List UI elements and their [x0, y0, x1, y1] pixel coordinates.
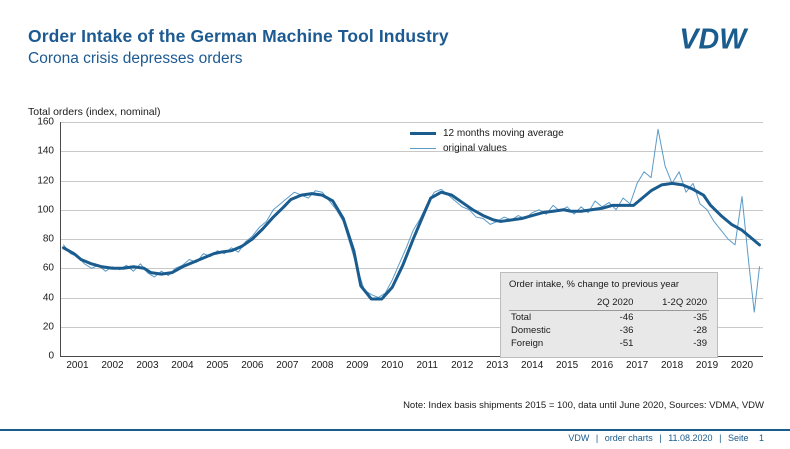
table-col-label	[509, 297, 575, 311]
y-tick-label: 0	[48, 350, 54, 362]
order-intake-table	[500, 272, 718, 358]
legend-label-moving-average: 12 months moving average	[443, 128, 564, 139]
table-cell-h1: -28	[693, 325, 707, 336]
slide-header	[0, 0, 790, 84]
page-title: Order Intake of the German Machine Tool Industry	[28, 26, 449, 46]
y-axis-labels	[28, 116, 54, 362]
table-row	[509, 311, 709, 325]
x-tick-label: 2010	[381, 360, 404, 371]
legend-swatch-original	[410, 148, 436, 149]
table-cell-h1: -35	[693, 312, 707, 323]
order-intake-table-title: Order intake, % change to previous year	[509, 279, 680, 290]
x-tick-label: 2016	[590, 360, 614, 371]
y-tick-label: 100	[37, 204, 54, 216]
footer-divider	[0, 429, 790, 431]
table-cell-q2: -36	[619, 325, 634, 336]
x-tick-label: 2008	[311, 360, 334, 371]
x-tick-label: 2017	[625, 360, 649, 371]
table-row	[509, 337, 709, 350]
x-tick-label: 2018	[660, 360, 684, 371]
legend-swatch-moving-average	[410, 132, 436, 135]
table-cell-q2: -51	[619, 338, 634, 349]
y-tick-label: 160	[37, 116, 54, 128]
x-tick-label: 2002	[101, 360, 124, 371]
footer-separator-1: |	[595, 433, 599, 443]
y-tick-label: 20	[42, 321, 54, 333]
legend-label-original: original values	[443, 143, 507, 154]
footer-org: VDW	[568, 433, 590, 443]
table-col-h1: 1-2Q 2020	[635, 297, 709, 311]
footer-page-label: Seite	[727, 433, 749, 443]
y-tick-label: 120	[37, 175, 54, 186]
footer-text	[568, 433, 764, 443]
footer-separator-3: |	[719, 433, 722, 443]
table-row	[509, 324, 709, 337]
x-tick-label: 2009	[346, 360, 369, 371]
order-intake-table-grid	[509, 297, 709, 350]
legend-item-moving-average	[410, 126, 564, 141]
table-header-row	[509, 297, 709, 311]
page-subtitle: Corona crisis depresses orders	[28, 50, 243, 67]
footer-doc: order charts	[604, 433, 653, 443]
footer-page-number: 1	[758, 433, 764, 443]
table-col-q2: 2Q 2020	[575, 297, 636, 311]
y-tick-label: 60	[42, 262, 54, 274]
slide-footer	[0, 429, 790, 449]
chart-note: Note: Index basis shipments 2015 = 100, data until June 2020, Sources: VDMA, VDW	[403, 400, 764, 411]
x-tick-label: 2001	[66, 360, 89, 371]
x-tick-label: 2020	[730, 360, 754, 371]
footer-separator-2: |	[659, 433, 662, 443]
x-tick-label: 2014	[521, 360, 544, 371]
x-tick-label: 2013	[486, 360, 509, 371]
y-tick-label: 140	[37, 145, 54, 157]
footer-page-gap	[751, 433, 759, 443]
x-tick-label: 2011	[416, 360, 438, 371]
table-cell-q2: -46	[619, 312, 634, 323]
svg-text:VDW: VDW	[679, 23, 747, 56]
chart-legend	[410, 126, 564, 156]
x-axis-labels	[60, 360, 763, 376]
x-tick-label: 2003	[136, 360, 159, 371]
chart-axis-title: Total orders (index, nominal)	[28, 106, 161, 118]
legend-item-original	[410, 141, 564, 156]
footer-date: 11.08.2020	[668, 433, 713, 443]
x-tick-label: 2012	[451, 360, 474, 371]
table-cell-label: Total	[511, 312, 532, 323]
vdw-logo-icon	[678, 22, 764, 56]
x-tick-label: 2006	[241, 360, 264, 371]
table-cell-label: Foreign	[511, 338, 544, 349]
x-tick-label: 2005	[206, 360, 229, 371]
table-cell-h1: -39	[693, 338, 707, 349]
x-tick-label: 2007	[276, 360, 299, 371]
x-tick-label: 2004	[171, 360, 194, 371]
table-body	[509, 311, 709, 351]
x-tick-label: 2015	[556, 360, 579, 371]
x-tick-label: 2019	[695, 360, 719, 371]
y-tick-label: 80	[42, 233, 54, 245]
table-cell-label: Domestic	[511, 325, 551, 336]
y-tick-label: 40	[42, 292, 54, 303]
